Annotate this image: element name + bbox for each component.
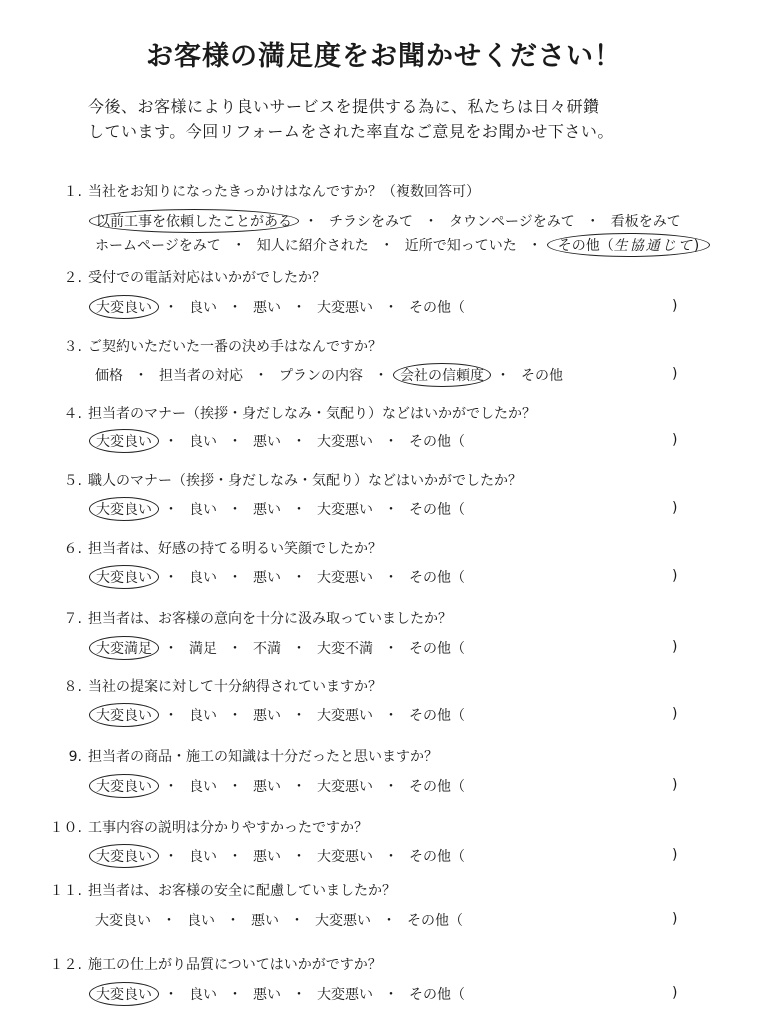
option[interactable]: 大変良い: [95, 913, 151, 929]
q11-options: [92, 909, 466, 931]
close-paren: ): [672, 706, 678, 722]
option-other[interactable]: その他（: [409, 300, 465, 316]
separator: ・: [424, 214, 438, 230]
intro-line-2: しています。今回リフォームをされた率直なご意見をお聞かせ下さい。: [88, 122, 614, 141]
question-number: ６.: [63, 541, 82, 557]
option[interactable]: 良い: [189, 708, 217, 724]
close-paren: ): [672, 777, 678, 793]
option-selected[interactable]: 大変満足: [89, 636, 159, 660]
option-other[interactable]: その他（: [407, 913, 463, 929]
separator: ・: [379, 238, 394, 254]
option[interactable]: 良い: [187, 913, 215, 929]
separator: ・: [228, 849, 242, 865]
option[interactable]: 良い: [189, 779, 217, 795]
close-paren: ): [672, 639, 678, 655]
option-other[interactable]: その他（: [409, 987, 465, 1003]
option-selected[interactable]: [547, 233, 710, 257]
q5-options: [92, 498, 468, 520]
question-text: 当社の提案に対して十分納得されていますか？: [88, 679, 382, 695]
separator: ・: [231, 238, 246, 254]
option[interactable]: タウンページをみて: [449, 214, 575, 230]
option[interactable]: 大変悪い: [317, 779, 373, 795]
option-other[interactable]: その他（: [409, 502, 465, 518]
close-paren: ): [672, 298, 678, 314]
option-selected[interactable]: 大変良い: [89, 429, 159, 453]
option[interactable]: 悪い: [253, 502, 281, 518]
question-7: [56, 608, 452, 628]
question-number: １.: [63, 184, 82, 200]
question-text: 担当者は、お客様の意向を十分に汲み取っていましたか？: [88, 611, 452, 627]
option[interactable]: 近所で知っていた: [404, 238, 517, 254]
option-selected[interactable]: 大変良い: [89, 497, 159, 521]
separator: ・: [228, 641, 242, 657]
question-text: 担当者は、お客様の安全に配慮していましたか？: [88, 883, 396, 899]
separator: ・: [164, 779, 178, 795]
option[interactable]: 大変悪い: [317, 987, 373, 1003]
question-8: [56, 676, 382, 696]
option[interactable]: 良い: [189, 849, 217, 865]
question-text: 施工の仕上がり品質についてはいかがですか？: [88, 957, 382, 973]
separator: ・: [384, 987, 398, 1003]
separator: ・: [292, 849, 306, 865]
separator: ・: [384, 570, 398, 586]
close-paren: ): [672, 500, 678, 516]
q8-options: [92, 704, 468, 726]
separator: ・: [292, 300, 306, 316]
option-other[interactable]: その他（: [409, 570, 465, 586]
separator: ・: [496, 368, 510, 384]
separator: ・: [384, 849, 398, 865]
separator: ・: [374, 368, 388, 384]
option[interactable]: 大変悪い: [317, 708, 373, 724]
option-other[interactable]: その他（: [409, 641, 465, 657]
separator: ・: [164, 570, 178, 586]
option-selected[interactable]: 大変良い: [89, 295, 159, 319]
option[interactable]: 悪い: [253, 300, 281, 316]
option[interactable]: 悪い: [251, 913, 279, 929]
option[interactable]: 担当者の対応: [159, 368, 243, 384]
question-6: [56, 538, 382, 558]
question-text: 職人のマナー（挨拶・身だしなみ・気配り）などはいかがでしたか？: [88, 473, 522, 489]
separator: ・: [585, 214, 600, 230]
option-selected[interactable]: 大変良い: [89, 774, 159, 798]
option[interactable]: ホームページをみて: [95, 238, 221, 254]
option[interactable]: 良い: [189, 434, 217, 450]
option[interactable]: 良い: [189, 300, 217, 316]
option-selected[interactable]: 大変良い: [89, 982, 159, 1006]
question-number: １０.: [49, 820, 82, 836]
separator: ・: [292, 570, 306, 586]
separator: ・: [164, 434, 178, 450]
separator: ・: [292, 502, 306, 518]
separator: ・: [292, 434, 306, 450]
question-number: １２.: [49, 957, 82, 973]
separator: ・: [292, 779, 306, 795]
question-text: 担当者の商品・施工の知識は十分だったと思いますか？: [88, 749, 438, 765]
separator: ・: [228, 300, 242, 316]
intro-line-1: 今後、お客様により良いサービスを提供する為に、私たちは日々研鑽: [88, 97, 600, 116]
q10-options: [92, 845, 468, 867]
q4-options: [92, 430, 468, 452]
option-selected[interactable]: 大変良い: [89, 703, 159, 727]
separator: ・: [164, 987, 178, 1003]
handwritten-answer: 生協通じて: [613, 238, 694, 254]
close-paren: ): [672, 911, 678, 927]
question-9: [56, 746, 438, 766]
option[interactable]: 良い: [189, 502, 217, 518]
question-number: ７.: [63, 611, 82, 627]
question-number: 9.: [68, 749, 82, 765]
option-other[interactable]: その他（: [409, 849, 465, 865]
option[interactable]: チラシをみて: [329, 214, 413, 230]
close-paren: ): [672, 847, 678, 863]
q3-options: [92, 364, 566, 386]
question-text: 工事内容の説明は分かりやすかったですか？: [88, 820, 368, 836]
option-selected[interactable]: 大変良い: [89, 844, 159, 868]
q2-options: [92, 296, 468, 318]
separator: ・: [384, 708, 398, 724]
q7-options: [92, 637, 468, 659]
separator: ・: [382, 913, 396, 929]
question-10: [44, 817, 368, 837]
option[interactable]: 悪い: [253, 708, 281, 724]
question-text: 当社をお知りになったきっかけはなんですか？（複数回答可）: [88, 184, 480, 200]
separator: ・: [164, 849, 178, 865]
separator: ・: [384, 434, 398, 450]
option[interactable]: 大変悪い: [317, 502, 373, 518]
option-other[interactable]: その他（: [409, 434, 465, 450]
option[interactable]: 悪い: [253, 434, 281, 450]
intro-text: [88, 94, 728, 144]
option[interactable]: 大変悪い: [317, 434, 373, 450]
option[interactable]: 大変不満: [317, 641, 373, 657]
option[interactable]: 大変悪い: [317, 300, 373, 316]
question-5: [56, 470, 522, 490]
option[interactable]: 良い: [189, 570, 217, 586]
close-paren: ): [672, 568, 678, 584]
separator: ・: [527, 238, 542, 254]
question-text: ご契約いただいた一番の決め手はなんですか？: [88, 339, 382, 355]
option[interactable]: 悪い: [253, 849, 281, 865]
q6-options: [92, 566, 468, 588]
option[interactable]: 看板をみて: [610, 214, 681, 230]
option-other: その他（: [557, 238, 614, 254]
separator: ・: [384, 641, 398, 657]
separator: ・: [228, 779, 242, 795]
separator: ・: [254, 368, 268, 384]
separator: ・: [292, 987, 306, 1003]
option[interactable]: 大変悪い: [315, 913, 371, 929]
separator: ・: [164, 502, 178, 518]
question-1: [56, 181, 480, 201]
separator: ・: [164, 641, 178, 657]
close-paren: ): [672, 366, 678, 382]
separator: ・: [384, 502, 398, 518]
option[interactable]: 良い: [189, 987, 217, 1003]
option[interactable]: 悪い: [253, 570, 281, 586]
q9-options: [92, 775, 468, 797]
question-number: ２.: [63, 270, 82, 286]
close-paren: ): [672, 985, 678, 1001]
question-4: [56, 403, 536, 423]
option[interactable]: 満足: [189, 641, 217, 657]
option-selected[interactable]: 大変良い: [89, 565, 159, 589]
separator: ・: [164, 300, 178, 316]
option[interactable]: 悪い: [253, 987, 281, 1003]
question-text: 受付での電話対応はいかがでしたか？: [88, 270, 326, 286]
option[interactable]: 大変悪い: [317, 849, 373, 865]
option[interactable]: 知人に紹介された: [256, 238, 369, 254]
separator: ・: [292, 708, 306, 724]
separator: ・: [384, 779, 398, 795]
q1-options-row-2: [92, 234, 707, 256]
separator: ・: [228, 570, 242, 586]
question-text: 担当者のマナー（挨拶・身だしなみ・気配り）などはいかがでしたか？: [88, 406, 536, 422]
q1-options-row-1: [92, 210, 684, 232]
option[interactable]: 不満: [253, 641, 281, 657]
separator: ・: [228, 708, 242, 724]
question-12: [44, 954, 382, 974]
close-paren: ): [672, 432, 678, 448]
separator: ・: [134, 368, 148, 384]
separator: ・: [228, 434, 242, 450]
question-number: ８.: [63, 679, 82, 695]
option[interactable]: 大変悪い: [317, 570, 373, 586]
separator: ・: [304, 214, 318, 230]
question-text: 担当者は、好感の持てる明るい笑顔でしたか？: [88, 541, 382, 557]
separator: ・: [164, 708, 178, 724]
option-other[interactable]: その他（: [409, 779, 465, 795]
question-3: [56, 336, 382, 356]
option-selected[interactable]: 以前工事を依頼したことがある: [89, 209, 299, 233]
separator: ・: [228, 987, 242, 1003]
separator: ・: [384, 300, 398, 316]
separator: ・: [290, 913, 304, 929]
option-other[interactable]: その他（: [409, 708, 465, 724]
separator: ・: [162, 913, 176, 929]
option[interactable]: 価格: [95, 368, 123, 384]
question-2: [56, 267, 326, 287]
option[interactable]: プランの内容: [279, 368, 363, 384]
option[interactable]: 悪い: [253, 779, 281, 795]
separator: ・: [226, 913, 240, 929]
question-11: [44, 880, 396, 900]
survey-title: お客様の満足度をお聞かせください！: [146, 41, 622, 72]
option-selected[interactable]: 会社の信頼度: [393, 363, 491, 387]
question-number: ３.: [63, 339, 82, 355]
question-number: １１.: [49, 883, 82, 899]
q12-options: [92, 983, 468, 1005]
option-other[interactable]: その他: [521, 368, 563, 384]
question-number: ５.: [63, 473, 82, 489]
close-paren: ): [693, 238, 700, 254]
separator: ・: [292, 641, 306, 657]
separator: ・: [228, 502, 242, 518]
question-number: ４.: [63, 406, 82, 422]
